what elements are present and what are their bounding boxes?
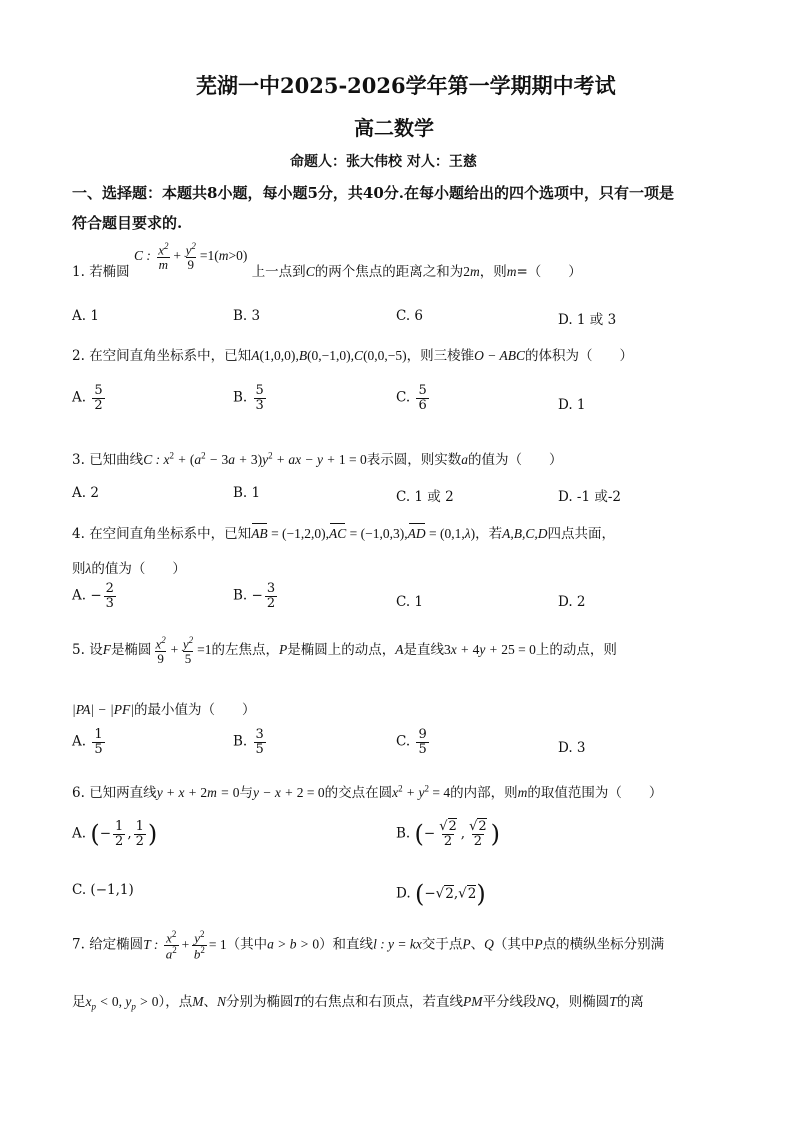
question-6: 6. 已知两直线y + x + 2m = 0与y − x + 2 = 0的交点在圆$x^2 + y^2 = 4$的内部，则m的取值范围为（ ） — [72, 783, 663, 801]
question-7-line2: 足$x_p < 0$, $y_p > 0$），点M、N分别为椭圆T的右焦点和右顶点，若直线PM平分线段NQ，则椭圆T的离 — [72, 994, 644, 1012]
q6-option-c: C. (−1,1) — [72, 882, 134, 898]
q5-option-b: B. $\frac{3}{5}$ — [233, 727, 264, 757]
question-1: 1. 若椭圆 C : $\frac{x^2}{m}$ + $\frac{y^2}{9}$ =1(m>0) 上一点到C的两个焦点的距离之和为2m，则m=（ ） — [72, 241, 582, 280]
formula: C : $\frac{x^2}{m}$ + $\frac{y^2}{9}$ =1(m>0) — [133, 241, 248, 272]
q5-option-c: C. $\frac{9}{5}$ — [396, 727, 427, 757]
question-3: 3. 已知曲线C : $x^2 + (a^2 - 3a + 3)y^2$ + ax − y + 1 = 0表示圆，则实数a的值为（ ） — [72, 450, 563, 468]
question-number: 2. — [72, 348, 85, 364]
q3-option-b: B. 1 — [233, 485, 261, 501]
q3-option-a: A. 2 — [72, 485, 99, 501]
question-number: 6. — [72, 785, 85, 801]
q5-option-d: D. 3 — [558, 740, 586, 756]
question-4: 4. 在空间直角坐标系中，已知AB = (−1,2,0),AC = (−1,0,3),AD = (0,1,λ)，若A,B,C,D四点共面， — [72, 526, 615, 542]
question-number: 7. — [72, 936, 85, 953]
q2-option-b: B. $\frac{5}{3}$ — [233, 383, 264, 413]
section-heading-line1: 一、选择题：本题共8小题，每小题5分，共40分.在每小题给出的四个选项中，只有一项是 — [72, 184, 674, 202]
q6-option-a: A. (− $\frac{1}{2}$ , $\frac{1}{2}$ ) — [72, 819, 158, 849]
q1-option-c: C. 6 — [396, 308, 424, 324]
q2-option-d: D. 1 — [558, 397, 586, 413]
question-number: 1. — [72, 263, 85, 280]
q1-option-d: D. 1 或 3 — [558, 312, 617, 328]
authors-line: 命题人：张大伟校 对人：王慈 — [290, 154, 477, 170]
q6-option-b: B. (− $\frac{√2}{2}$ , $\frac{√2}{2}$ ) — [396, 819, 501, 849]
q4-option-d: D. 2 — [558, 594, 586, 610]
question-number: 5. — [72, 641, 85, 658]
section-heading-line2: 符合题目要求的. — [72, 214, 183, 232]
q3-option-c: C. 1 或 2 — [396, 489, 454, 505]
question-number: 3. — [72, 452, 85, 468]
q3-option-d: D. -1 或-2 — [558, 489, 622, 505]
q1-option-a: A. 1 — [72, 308, 99, 324]
q1-option-b: B. 3 — [233, 308, 261, 324]
q5-option-a: A. $\frac{1}{5}$ — [72, 727, 103, 757]
q4-option-c: C. 1 — [396, 594, 424, 610]
q2-option-c: C. $\frac{5}{6}$ — [396, 383, 427, 413]
question-7: 7. 给定椭圆T : $\frac{x^2}{a^2}$ + $\frac{y^2}{b^2}$ = 1（其中a > b > 0）和直线l : y = kx交于点P、Q（其中P点的横纵坐标分别满 — [72, 929, 665, 962]
q6-option-d: D. (−√2,√2) — [396, 880, 486, 908]
q4-option-a: A. − $\frac{2}{3}$ — [72, 581, 114, 611]
question-5: 5. 设F是椭圆 $\frac{x^2}{9}$ + $\frac{y^2}{5}$ =1的左焦点，P是椭圆上的动点，A是直线3x + 4y + 25 = 0上的动点，则 — [72, 635, 617, 666]
exam-title: 芜湖一中2025-2026学年第一学期期中考试 — [196, 73, 616, 98]
question-2: 2. 在空间直角坐标系中，已知A(1,0,0),B(0,−1,0),C(0,0,−5)，则三棱锥O − ABC的体积为（ ） — [72, 348, 634, 364]
subject-title: 高二数学 — [354, 116, 434, 140]
q4-option-b: B. − $\frac{3}{2}$ — [233, 581, 276, 611]
question-5-line2: |PA| − |PF|的最小值为（ ） — [72, 702, 256, 718]
q2-option-a: A. $\frac{5}{2}$ — [72, 383, 103, 413]
question-number: 4. — [72, 526, 85, 542]
question-4-line2: 则λ的值为（ ） — [72, 561, 186, 577]
